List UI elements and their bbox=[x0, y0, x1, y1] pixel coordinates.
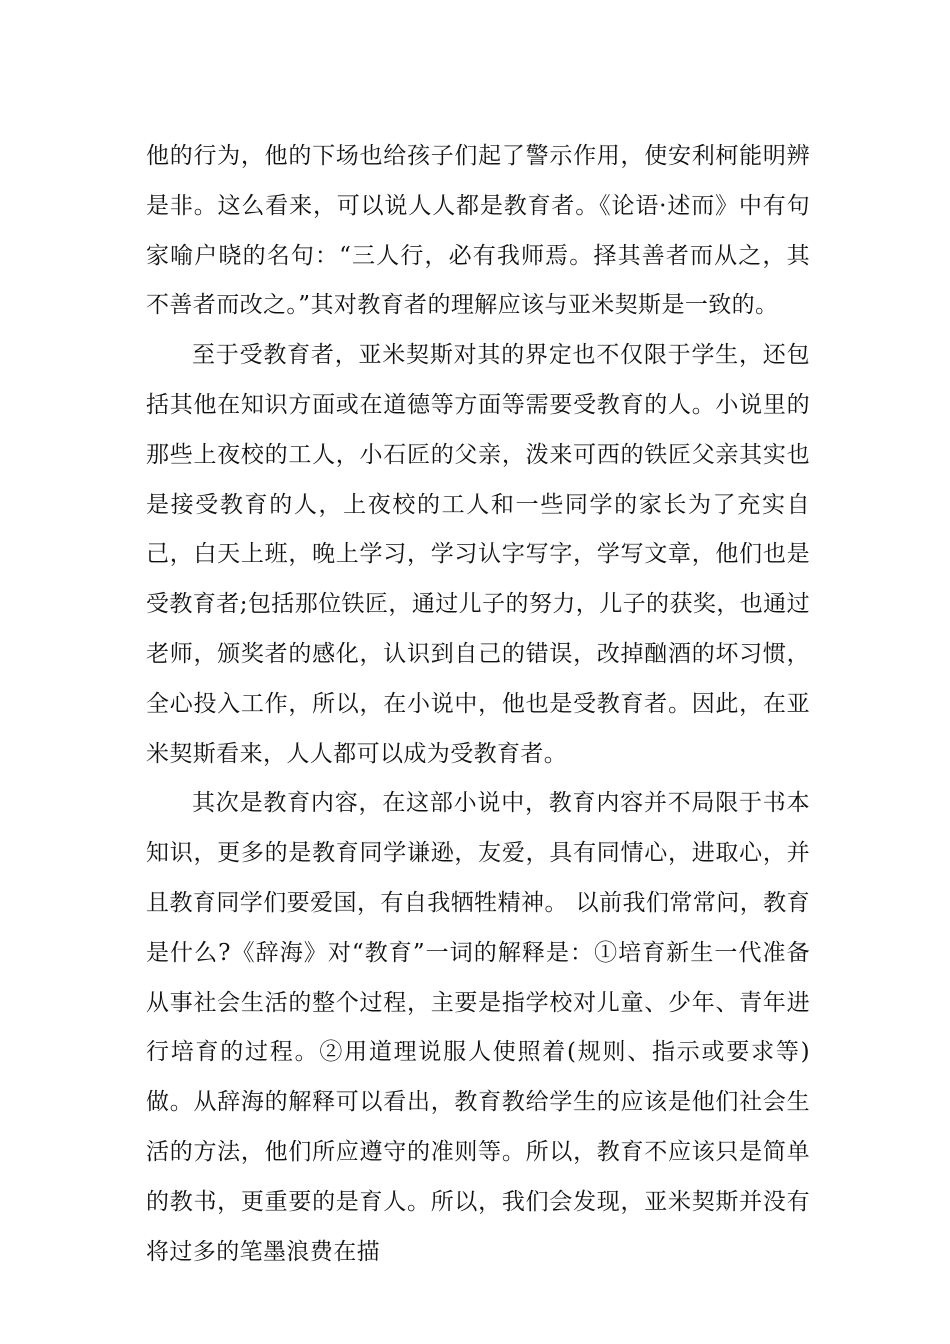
body-text bbox=[146, 132, 810, 1277]
paragraph-2: 至于受教育者，亚米契斯对其的界定也不仅限于学生，还包括其他在知识方面或在道德等方面等需要受教育的人。小说里的那些上夜校的工人，小石匠的父亲，泼来可西的铁匠父亲其实也是接受教育的人，上夜校的工人和一些同学的家长为了充实自己，白天上班，晚上学习，学习认字写字，学写文章，他们也是受教育者;包括那位铁匠，通过儿子的努力，儿子的获奖，也通过老师，颁奖者的感化，认识到自己的错误，改掉酗酒的坏习惯，全心投入工作，所以，在小说中，他也是受教育者。因此，在亚米契斯看来，人人都可以成为受教育者。 bbox=[146, 342, 810, 767]
paragraph-1: 他的行为，他的下场也给孩子们起了警示作用，使安利柯能明辨是非。这么看来，可以说人人都是教育者。《论语·述而》中有句家喻户晓的名句：“三人行，必有我师焉。择其善者而从之，其不善者而改之。”其对教育者的理解应该与亚米契斯是一致的。 bbox=[146, 143, 810, 319]
paragraph-3: 其次是教育内容，在这部小说中，教育内容并不局限于书本知识，更多的是教育同学谦逊，友爱，具有同情心，进取心，并且教育同学们要爱国，有自我牺牲精神。 以前我们常常问，教育是什么?《辞海》对“教育”一词的解释是：①培育新生一代准备从事社会生活的整个过程，主要是指学校对儿童、少年、青年进行培育的过程。②用道理说服人使照着(规则、指示或要求等)做。从辞海的解释可以看出，教育教给学生的应该是他们社会生活的方法，他们所应遵守的准则等。所以，教育不应该只是简单的教书，更重要的是育人。所以，我们会发现，亚米契斯并没有将过多的笔墨浪费在描 bbox=[146, 790, 810, 1265]
